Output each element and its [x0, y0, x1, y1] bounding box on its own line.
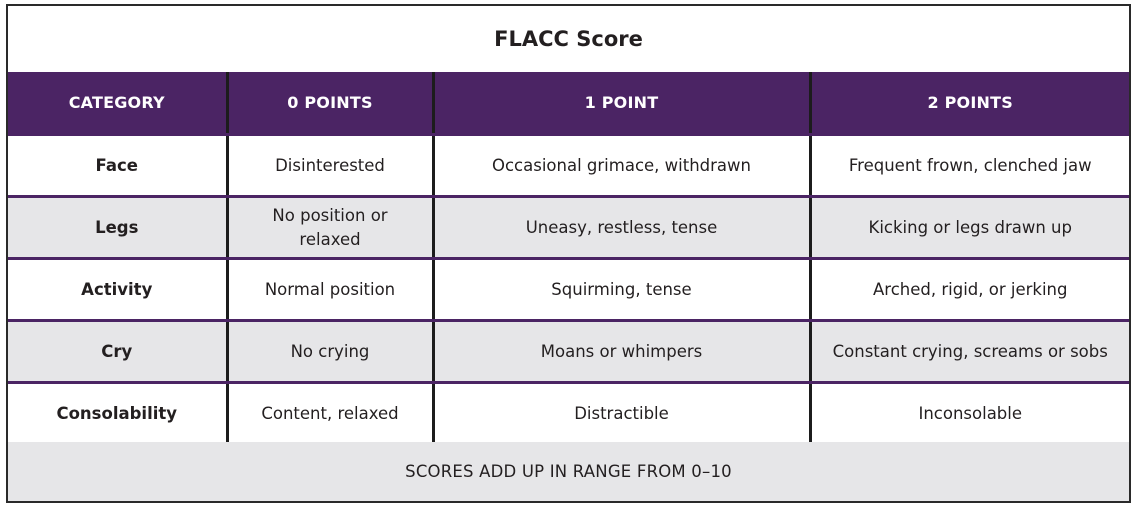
table-row	[8, 135, 1129, 197]
flacc-table-card	[6, 4, 1131, 503]
table-title: FLACC Score	[494, 27, 643, 51]
two-points-cell: Kicking or legs drawn up	[810, 197, 1129, 259]
score-range-footer: SCORES ADD UP IN RANGE FROM 0–10	[8, 442, 1129, 501]
header-0-points: 0 POINTS	[227, 72, 433, 135]
zero-points-cell: Disinterested	[227, 135, 433, 197]
category-cell: Consolability	[8, 383, 227, 445]
header-category: CATEGORY	[8, 72, 227, 135]
two-points-cell: Arched, rigid, or jerking	[810, 259, 1129, 321]
header-1-point: 1 POINT	[433, 72, 810, 135]
two-points-cell: Constant crying, screams or sobs	[810, 321, 1129, 383]
two-points-cell: Inconsolable	[810, 383, 1129, 445]
one-point-cell: Moans or whimpers	[433, 321, 810, 383]
table-row	[8, 259, 1129, 321]
zero-points-cell: No crying	[227, 321, 433, 383]
header-row	[8, 72, 1129, 135]
flacc-table	[8, 72, 1129, 446]
zero-points-cell: Normal position	[227, 259, 433, 321]
two-points-cell: Frequent frown, clenched jaw	[810, 135, 1129, 197]
category-cell: Legs	[8, 197, 227, 259]
one-point-cell: Distractible	[433, 383, 810, 445]
one-point-cell: Squirming, tense	[433, 259, 810, 321]
table-row	[8, 197, 1129, 259]
table-row	[8, 321, 1129, 383]
table-row	[8, 383, 1129, 445]
zero-points-cell: No position or relaxed	[227, 197, 433, 259]
one-point-cell: Occasional grimace, withdrawn	[433, 135, 810, 197]
category-cell: Activity	[8, 259, 227, 321]
header-2-points: 2 POINTS	[810, 72, 1129, 135]
category-cell: Face	[8, 135, 227, 197]
zero-points-cell: Content, relaxed	[227, 383, 433, 445]
category-cell: Cry	[8, 321, 227, 383]
one-point-cell: Uneasy, restless, tense	[433, 197, 810, 259]
